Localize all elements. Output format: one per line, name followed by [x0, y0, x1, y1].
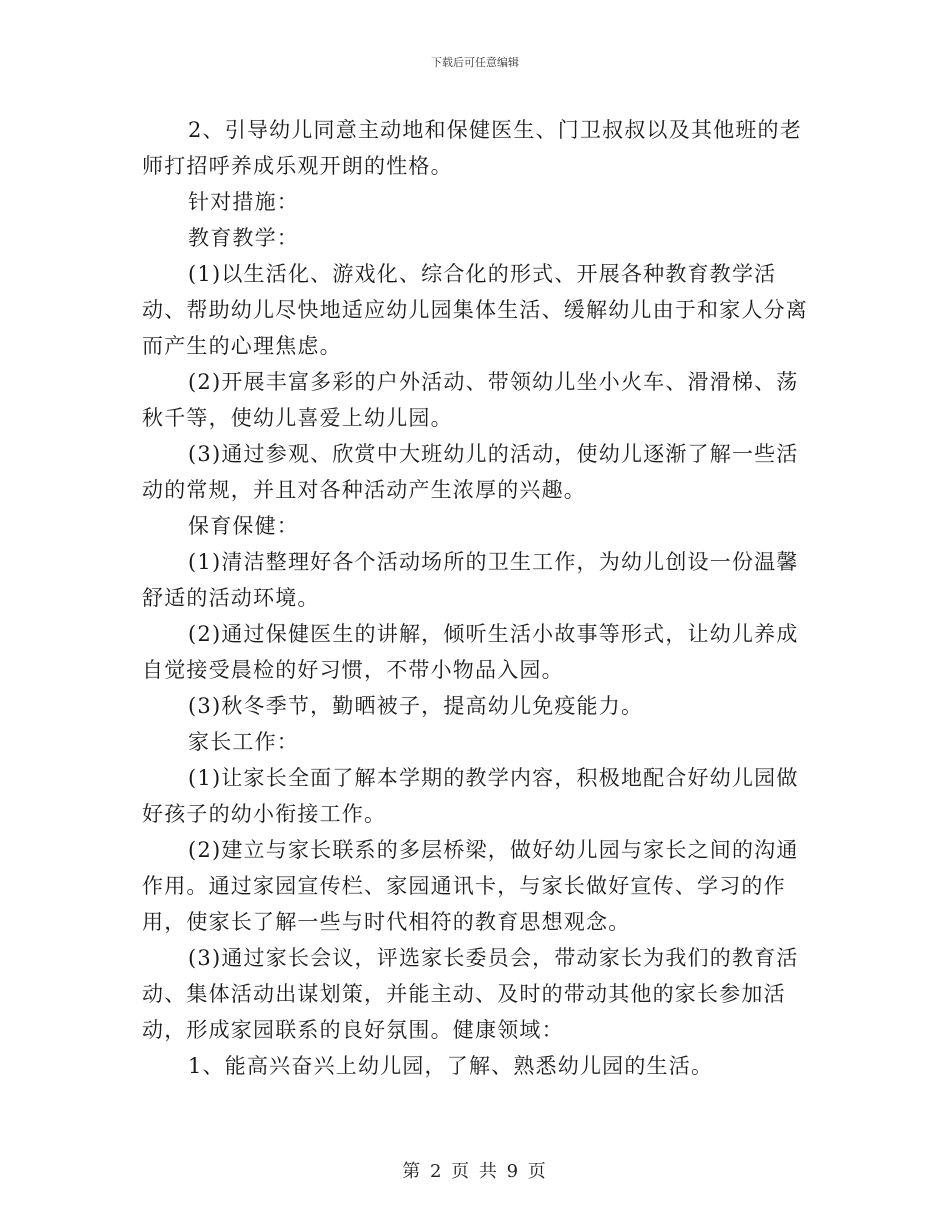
paragraph: (3)通过参观、欣赏中大班幼儿的活动，使幼儿逐渐了解一些活动的常规，并且对各种活动产生浓厚的兴趣。 — [142, 442, 799, 502]
section-heading: 家长工作： — [188, 730, 299, 754]
paragraph: (1)清洁整理好各个活动场所的卫生工作，为幼儿创设一份温馨舒适的活动环境。 — [142, 550, 799, 610]
paragraph: (2)通过保健医生的讲解，倾听生活小故事等形式，让幼儿养成自觉接受晨检的好习惯，不带小物品入园。 — [142, 622, 799, 682]
paragraph: (1)以生活化、游戏化、综合化的形式、开展各种教育教学活动、帮助幼儿尽快地适应幼儿园集体生活、缓解幼儿由于和家人分离而产生的心理焦虑。 — [142, 262, 808, 358]
paragraph: 1、能高兴奋兴上幼儿园，了解、熟悉幼儿园的生活。 — [188, 1054, 714, 1078]
paragraph: (2)开展丰富多彩的户外活动、带领幼儿坐小火车、滑滑梯、荡秋千等，使幼儿喜爱上幼儿园。 — [142, 370, 799, 430]
page-footer: 第 2 页 共 9 页 — [402, 1161, 548, 1182]
section-heading: 针对措施： — [188, 190, 299, 214]
paragraph: (3)秋冬季节，勤晒被子，提高幼儿免疫能力。 — [188, 694, 644, 718]
paragraph: 2、引导幼儿同意主动地和保健医生、门卫叔叔以及其他班的老师打招呼养成乐观开朗的性格。 — [142, 118, 802, 178]
paragraph: (1)让家长全面了解本学期的教学内容，积极地配合好幼儿园做好孩子的幼小衔接工作。 — [142, 766, 799, 826]
paragraph: (2)建立与家长联系的多层桥梁，做好幼儿园与家长之间的沟通作用。通过家园宣传栏、家园通讯卡，与家长做好宣传、学习的作用，使家长了解一些与时代相符的教育思想观念。 — [142, 838, 799, 934]
section-heading: 教育教学： — [188, 226, 299, 250]
paragraph: (3)通过家长会议，评选家长委员会，带动家长为我们的教育活动、集体活动出谋划策，并能主动、及时的带动其他的家长参加活动，形成家园联系的良好氛围。健康领域： — [142, 946, 799, 1042]
section-heading: 保育保健： — [188, 514, 299, 538]
document-body — [142, 112, 812, 1084]
header-note: 下载后可任意编辑 — [431, 56, 519, 69]
